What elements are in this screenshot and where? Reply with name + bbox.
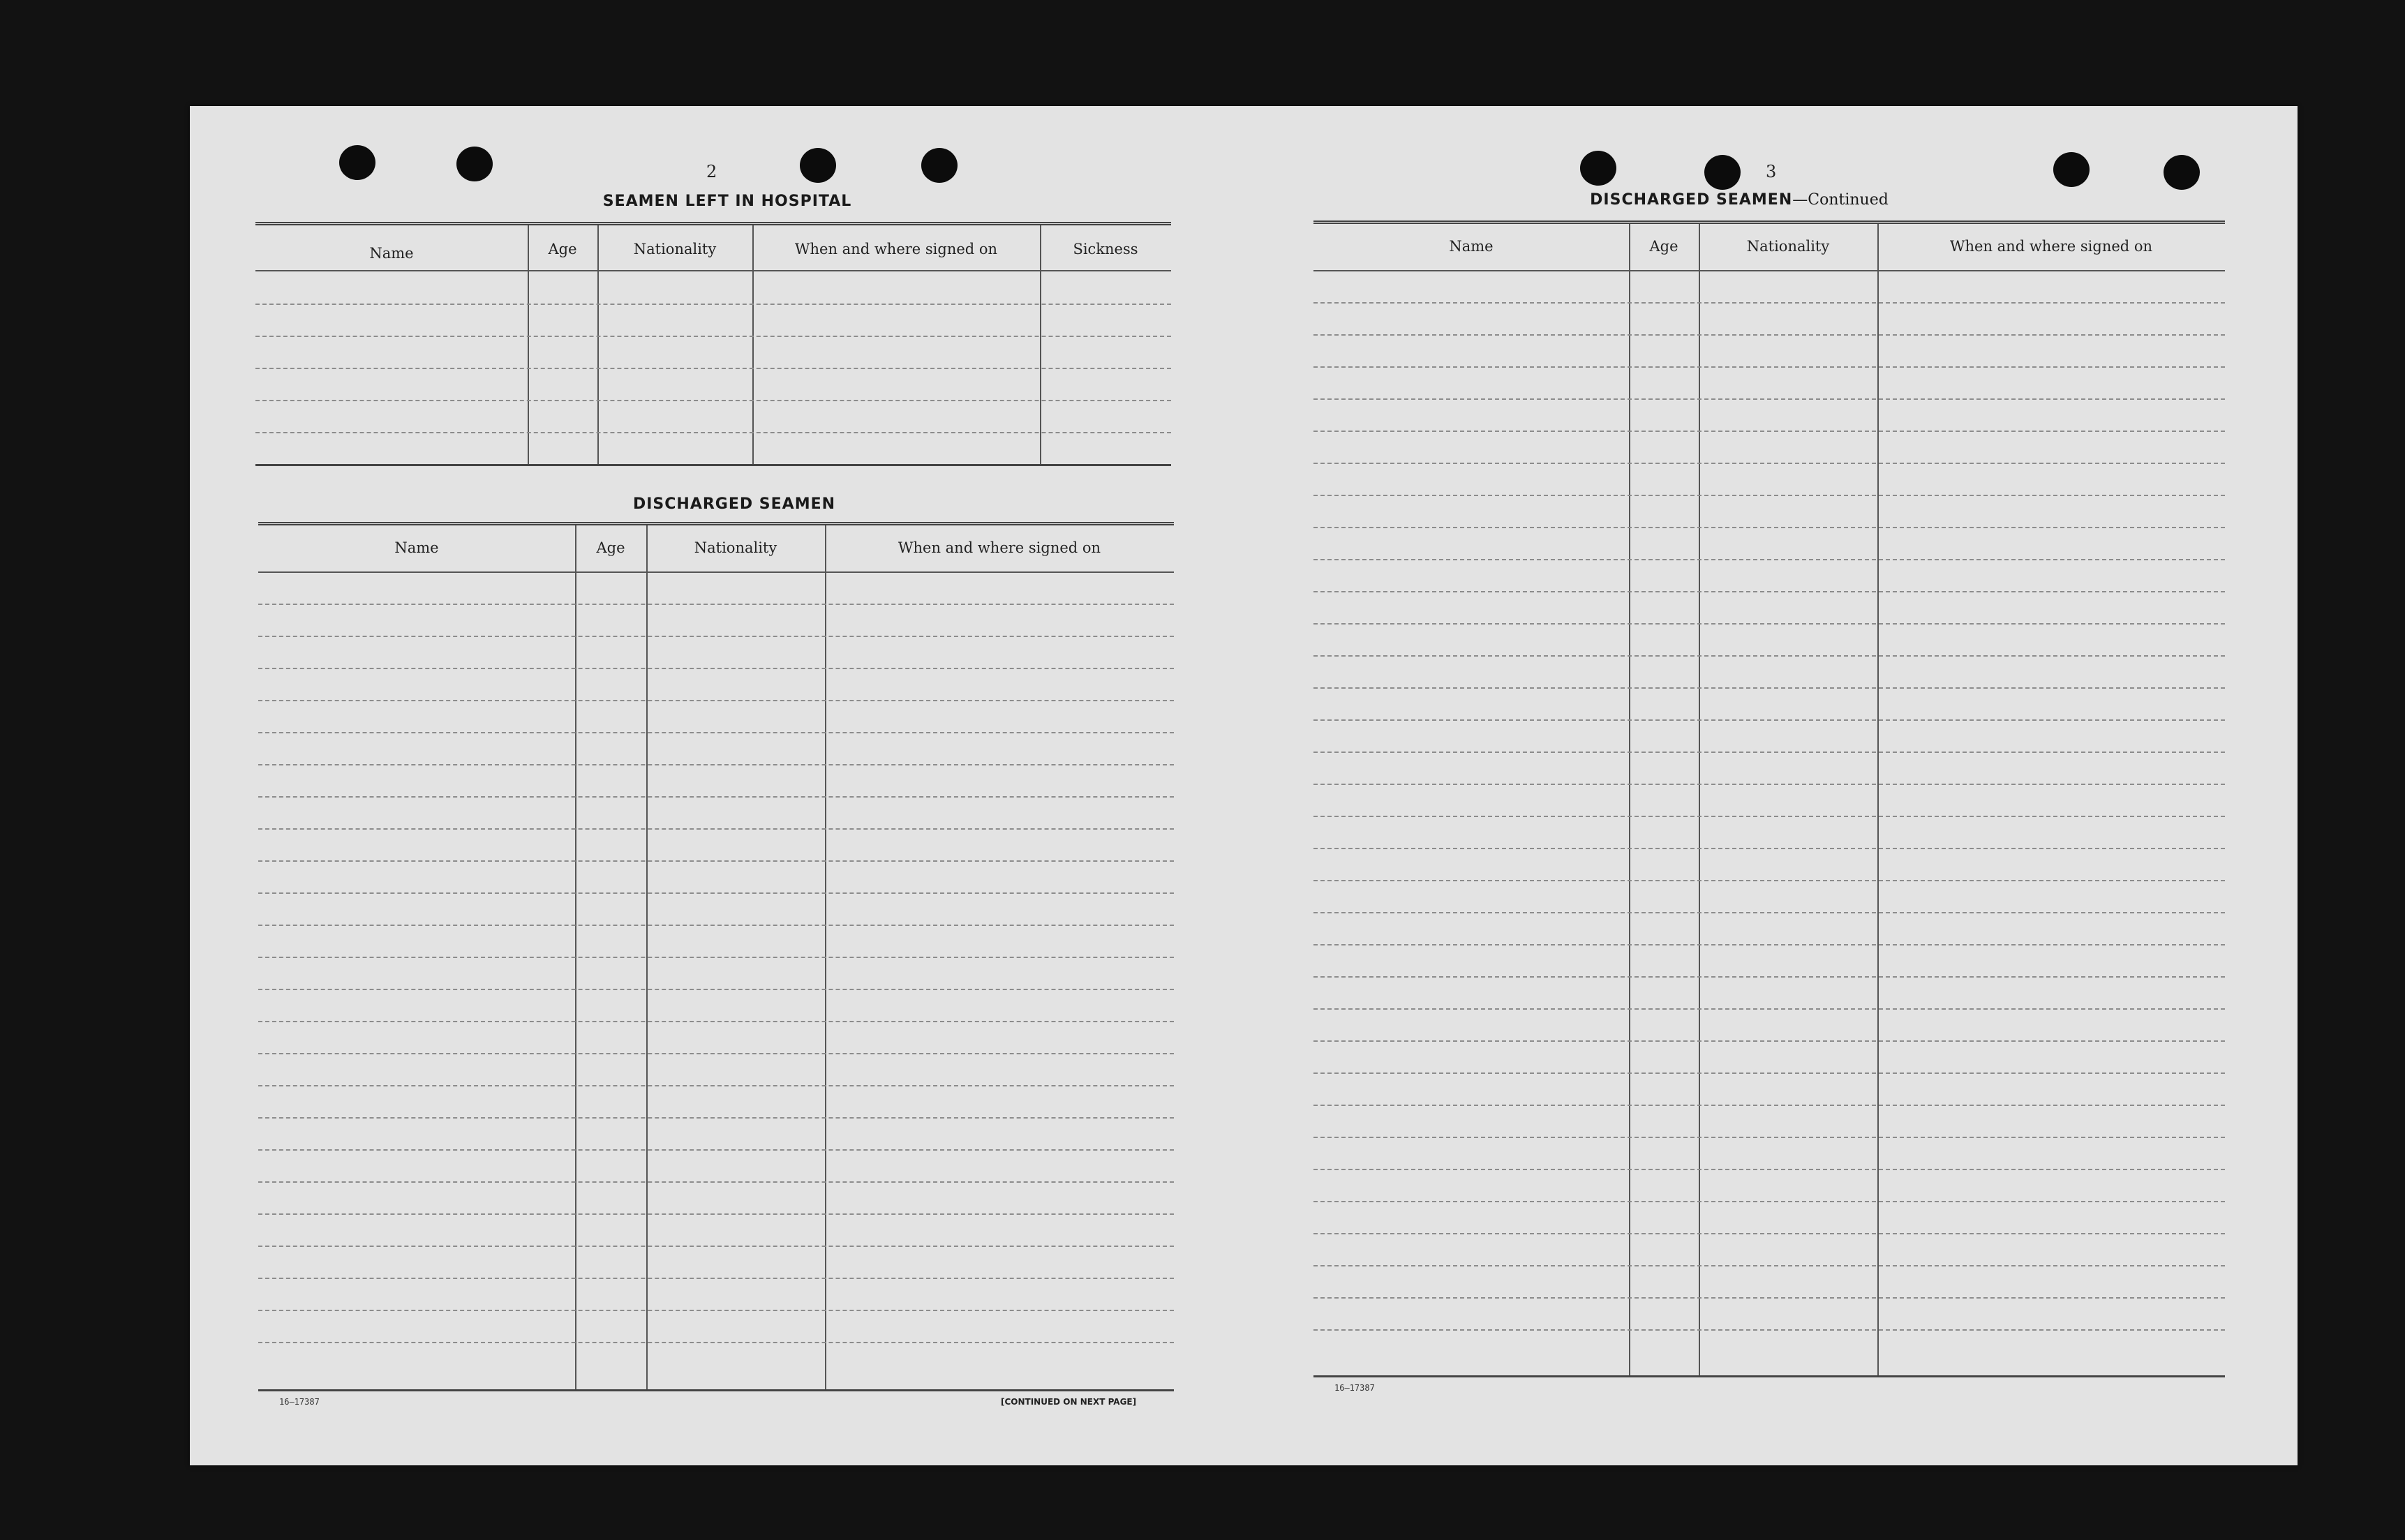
punch-hole xyxy=(921,148,958,183)
row-line xyxy=(1313,752,2225,753)
punch-hole xyxy=(1704,155,1741,190)
row-line xyxy=(1313,655,2225,657)
row-line xyxy=(1313,1072,2225,1074)
column-header-age: Age xyxy=(548,241,577,257)
column-header-nationality: Nationality xyxy=(633,241,717,257)
punch-hole xyxy=(339,145,375,180)
row-line xyxy=(1313,1169,2225,1170)
continued-note: [CONTINUED ON NEXT PAGE] xyxy=(1001,1397,1137,1407)
row-line xyxy=(1313,1265,2225,1266)
form-number: 16—17387 xyxy=(279,1397,320,1407)
row-line xyxy=(258,957,1174,958)
column-divider xyxy=(528,225,529,464)
row-line xyxy=(1313,1233,2225,1234)
column-header-signed-on: When and where signed on xyxy=(794,241,998,257)
column-header-nationality: Nationality xyxy=(1746,238,1830,255)
row-line xyxy=(1313,880,2225,881)
column-header-age: Age xyxy=(1649,238,1678,255)
row-line xyxy=(258,636,1174,637)
row-line xyxy=(258,925,1174,926)
row-line xyxy=(255,400,1171,401)
punch-hole xyxy=(456,147,493,181)
row-line xyxy=(1313,1201,2225,1202)
row-line xyxy=(1313,1329,2225,1331)
punch-hole xyxy=(800,148,836,183)
punch-hole xyxy=(2053,152,2090,187)
section-title-discharged-continued xyxy=(1579,191,1900,209)
row-line xyxy=(258,1310,1174,1311)
row-line xyxy=(255,368,1171,369)
document-sheet xyxy=(190,106,2298,1465)
section-title-text: DISCHARGED SEAMEN xyxy=(1590,191,1793,209)
row-line xyxy=(1313,719,2225,721)
column-divider xyxy=(597,225,599,464)
row-line xyxy=(258,1117,1174,1119)
row-line xyxy=(1313,976,2225,978)
row-line xyxy=(258,1342,1174,1343)
section-title-hospital: SEAMEN LEFT IN HOSPITAL xyxy=(602,193,852,210)
row-line xyxy=(258,892,1174,894)
row-line xyxy=(1313,816,2225,817)
column-header-signed-on: When and where signed on xyxy=(1949,238,2153,255)
column-header-name: Name xyxy=(394,539,439,556)
row-line xyxy=(1313,623,2225,625)
row-line xyxy=(258,1278,1174,1279)
column-divider xyxy=(752,225,754,464)
row-line xyxy=(1313,944,2225,945)
row-line xyxy=(1313,302,2225,304)
row-line xyxy=(258,1053,1174,1054)
row-line xyxy=(258,1181,1174,1183)
row-line xyxy=(258,828,1174,830)
discharged-table xyxy=(258,522,1174,1391)
column-header-name: Name xyxy=(369,245,414,262)
row-line xyxy=(1313,1105,2225,1106)
row-line xyxy=(1313,784,2225,785)
row-line xyxy=(258,1021,1174,1022)
page-number: 3 xyxy=(1766,162,1777,181)
column-header-nationality: Nationality xyxy=(694,539,777,556)
column-divider xyxy=(1040,225,1041,464)
row-line xyxy=(1313,1297,2225,1299)
row-line xyxy=(1313,431,2225,432)
row-line xyxy=(258,796,1174,798)
discharged-continued-table xyxy=(1313,220,2225,1377)
row-line xyxy=(1313,527,2225,528)
row-line xyxy=(1313,591,2225,592)
row-line xyxy=(1313,463,2225,464)
page-number: 2 xyxy=(706,162,717,181)
column-header-sickness: Sickness xyxy=(1073,241,1138,257)
row-line xyxy=(1313,495,2225,496)
punch-hole xyxy=(1580,151,1616,186)
row-line xyxy=(1313,1008,2225,1010)
column-header-age: Age xyxy=(596,539,625,556)
row-line xyxy=(255,432,1171,433)
row-line xyxy=(1313,366,2225,368)
row-line xyxy=(1313,334,2225,336)
row-line xyxy=(255,304,1171,305)
row-line xyxy=(258,860,1174,862)
row-line xyxy=(258,604,1174,605)
row-line xyxy=(258,1246,1174,1247)
section-title-discharged: DISCHARGED SEAMEN xyxy=(632,495,836,513)
row-line xyxy=(1313,1137,2225,1138)
hospital-table xyxy=(255,222,1171,466)
row-line xyxy=(255,336,1171,337)
form-number: 16—17387 xyxy=(1334,1383,1375,1393)
row-line xyxy=(1313,559,2225,560)
column-header-signed-on: When and where signed on xyxy=(898,539,1101,556)
row-line xyxy=(1313,398,2225,400)
row-line xyxy=(258,1085,1174,1086)
row-line xyxy=(258,989,1174,990)
row-line xyxy=(1313,1040,2225,1042)
column-header-name: Name xyxy=(1449,238,1494,255)
row-line xyxy=(1313,912,2225,913)
section-title-suffix: —Continued xyxy=(1792,191,1889,209)
row-line xyxy=(258,700,1174,701)
row-line xyxy=(258,732,1174,733)
column-divider xyxy=(1699,224,1700,1375)
column-divider xyxy=(1877,224,1879,1375)
row-line xyxy=(258,668,1174,669)
row-line xyxy=(258,764,1174,765)
column-divider xyxy=(1629,224,1630,1375)
row-line xyxy=(258,1149,1174,1151)
row-line xyxy=(258,1213,1174,1215)
punch-hole xyxy=(2164,155,2200,190)
row-line xyxy=(1313,848,2225,849)
row-line xyxy=(1313,687,2225,689)
